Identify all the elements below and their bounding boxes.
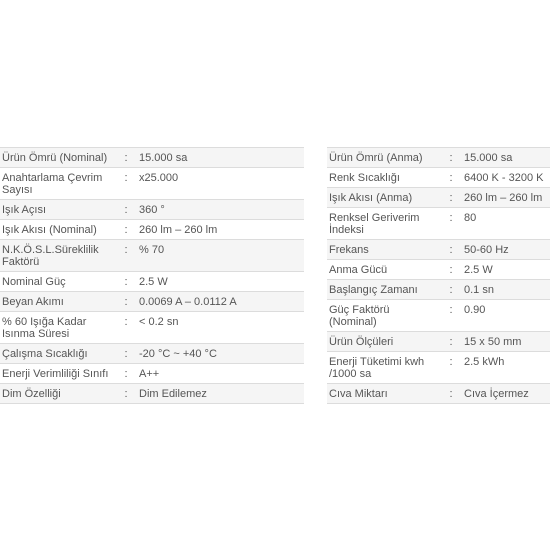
spec-value: 2.5 kWh: [460, 352, 550, 384]
spec-separator: :: [442, 352, 460, 384]
spec-separator: :: [442, 240, 460, 260]
spec-separator: :: [442, 208, 460, 240]
spec-value: 2.5 W: [460, 260, 550, 280]
table-row: [0, 344, 304, 364]
spec-separator: :: [442, 168, 460, 188]
spec-value: 0.0069 A – 0.0112 A: [135, 292, 304, 312]
spec-label: Ürün Ömrü (Nominal): [0, 148, 117, 168]
spec-value: 15.000 sa: [135, 148, 304, 168]
spec-value: % 70: [135, 240, 304, 272]
spec-separator: :: [442, 300, 460, 332]
spec-label: Işık Açısı: [0, 200, 117, 220]
spec-separator: :: [117, 344, 135, 364]
spec-separator: :: [442, 280, 460, 300]
spec-separator: :: [117, 384, 135, 404]
spec-separator: :: [117, 148, 135, 168]
spec-label: N.K.Ö.S.L.Süreklilik Faktörü: [0, 240, 117, 272]
table-row: [0, 220, 304, 240]
spec-value: 260 lm – 260 lm: [460, 188, 550, 208]
spec-separator: :: [442, 148, 460, 168]
table-row: [0, 312, 304, 344]
spec-label: Çalışma Sıcaklığı: [0, 344, 117, 364]
table-row: [0, 148, 304, 168]
spec-value: 0.90: [460, 300, 550, 332]
spec-label: Işık Akısı (Anma): [327, 188, 442, 208]
spec-separator: :: [442, 188, 460, 208]
spec-value: < 0.2 sn: [135, 312, 304, 344]
table-row: [0, 272, 304, 292]
spec-separator: :: [117, 272, 135, 292]
spec-separator: :: [442, 384, 460, 404]
left-spec-table: [0, 147, 304, 404]
spec-separator: :: [117, 200, 135, 220]
spec-separator: :: [117, 312, 135, 344]
spec-value: 2.5 W: [135, 272, 304, 292]
spec-separator: :: [117, 292, 135, 312]
spec-value: 80: [460, 208, 550, 240]
table-row: [327, 208, 550, 240]
spec-label: Frekans: [327, 240, 442, 260]
spec-label: Enerji Verimliliği Sınıfı: [0, 364, 117, 384]
table-row: [327, 280, 550, 300]
table-row: [327, 188, 550, 208]
table-row: [327, 260, 550, 280]
right-spec-table: [327, 147, 550, 404]
spec-value: 260 lm – 260 lm: [135, 220, 304, 240]
spec-label: Anahtarlama Çevrim Sayısı: [0, 168, 117, 200]
table-row: [0, 364, 304, 384]
spec-value: Dim Edilemez: [135, 384, 304, 404]
spec-label: Cıva Miktarı: [327, 384, 442, 404]
table-row: [0, 240, 304, 272]
spec-label: Dim Özelliği: [0, 384, 117, 404]
table-row: [0, 292, 304, 312]
spec-value: 360 °: [135, 200, 304, 220]
table-row: [327, 352, 550, 384]
spec-label: Anma Gücü: [327, 260, 442, 280]
spec-value: A++: [135, 364, 304, 384]
spec-label: Renksel Geriverim İndeksi: [327, 208, 442, 240]
spec-value: 50-60 Hz: [460, 240, 550, 260]
table-row: [327, 300, 550, 332]
spec-separator: :: [442, 332, 460, 352]
spec-separator: :: [117, 168, 135, 200]
spec-label: Ürün Ölçüleri: [327, 332, 442, 352]
spec-label: Işık Akısı (Nominal): [0, 220, 117, 240]
spec-value: 0.1 sn: [460, 280, 550, 300]
table-row: [0, 168, 304, 200]
spec-label: Güç Faktörü (Nominal): [327, 300, 442, 332]
spec-value: 15 x 50 mm: [460, 332, 550, 352]
table-row: [0, 200, 304, 220]
table-row: [327, 240, 550, 260]
spec-label: Başlangıç Zamanı: [327, 280, 442, 300]
spec-label: Enerji Tüketimi kwh /1000 sa: [327, 352, 442, 384]
spec-separator: :: [117, 220, 135, 240]
table-row: [327, 384, 550, 404]
spec-label: Beyan Akımı: [0, 292, 117, 312]
spec-label: Renk Sıcaklığı: [327, 168, 442, 188]
spec-label: Nominal Güç: [0, 272, 117, 292]
spec-label: % 60 Işığa Kadar Isınma Süresi: [0, 312, 117, 344]
spec-value: 15.000 sa: [460, 148, 550, 168]
spec-value: -20 °C ~ +40 °C: [135, 344, 304, 364]
table-row: [327, 332, 550, 352]
table-row: [327, 148, 550, 168]
spec-separator: :: [117, 364, 135, 384]
table-row: [327, 168, 550, 188]
spec-value: x25.000: [135, 168, 304, 200]
spec-label: Ürün Ömrü (Anma): [327, 148, 442, 168]
spec-value: Cıva İçermez: [460, 384, 550, 404]
spec-separator: :: [117, 240, 135, 272]
spec-separator: :: [442, 260, 460, 280]
spec-value: 6400 K - 3200 K: [460, 168, 550, 188]
table-row: [0, 384, 304, 404]
